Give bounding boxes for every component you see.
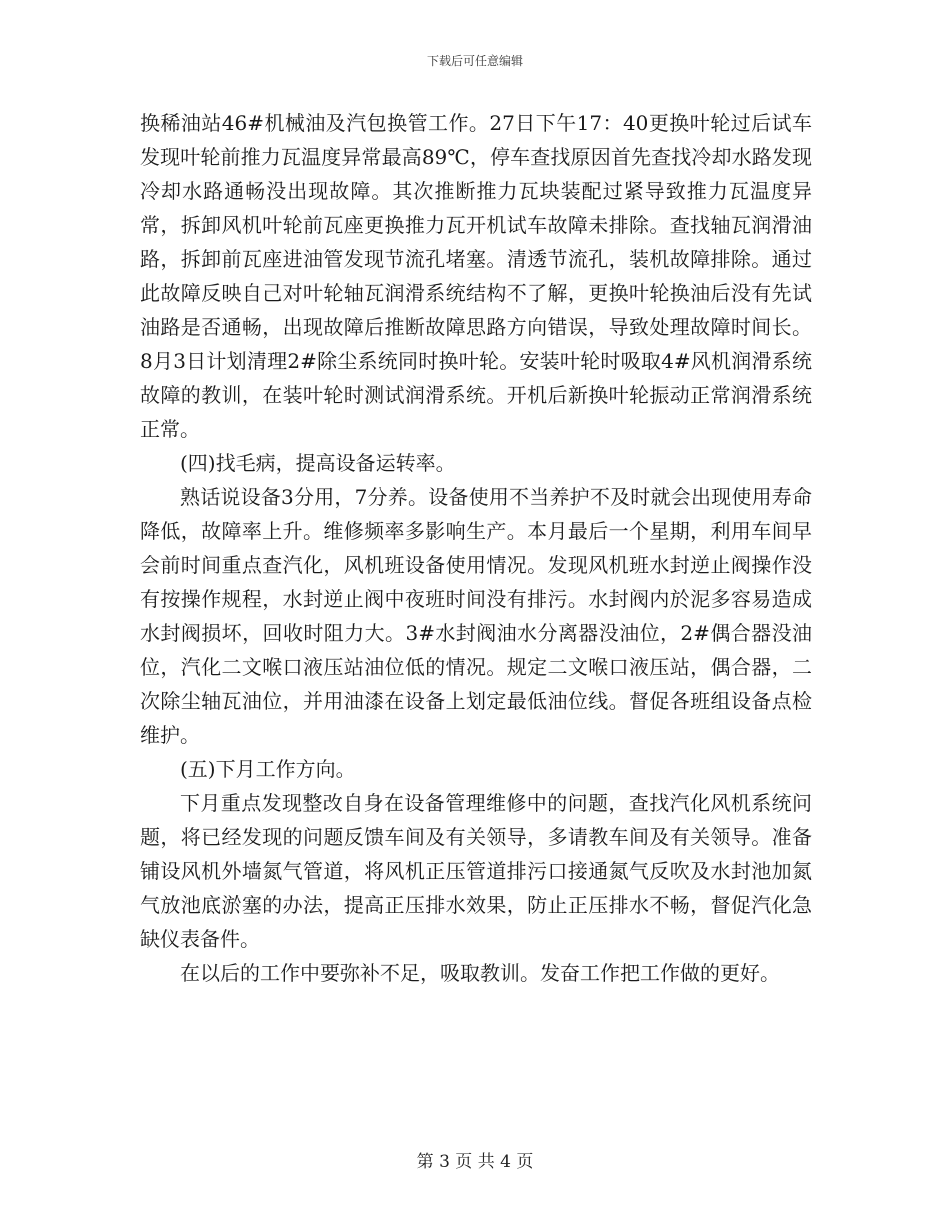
page-header: 下载后可任意编辑 xyxy=(426,54,523,68)
section-heading-5: (五)下月工作方向。 xyxy=(180,757,356,781)
section-heading-4: (四)找毛病，提高设备运转率。 xyxy=(180,451,456,475)
paragraph-1: 换稀油站46#机械油及汽包换管工作。27日下午17：40更换叶轮过后试车发现叶轮前推力瓦温度异常最高89℃，停车查找原因首先查找冷却水路发现冷却水路通畅没出现故障。其次推断推力瓦块装配过紧导致推力瓦温度异常，拆卸风机叶轮前瓦座更换推力瓦开机试车故障未排除。查找轴瓦润滑油路，拆卸前瓦座进油管发现节流孔堵塞。清透节流孔，装机故障排除。通过此故障反映自己对叶轮轴瓦润滑系统结构不了解，更换叶轮换油后没有先试油路是否通畅，出现故障后推断故障思路方向错误，导致处理故障时间长。8月3日计划清理2#除尘系统同时换叶轮。安装叶轮时吸取4#风机润滑系统故障的教训，在装叶轮时测试润滑系统。开机后新换叶轮振动正常润滑系统正常。 xyxy=(140,111,812,441)
paragraph-5: 下月重点发现整改自身在设备管理维修中的问题，查找汽化风机系统问题，将已经发现的问题反馈车间及有关领导，多请教车间及有关领导。准备铺设风机外墙氮气管道，将风机正压管道排污口接通氮气反吹及水封池加氮气放池底淤塞的办法，提高正压排水效果，防止正压排水不畅，督促汽化急缺仪表备件。 xyxy=(140,791,812,951)
page-number: 第 3 页 共 4 页 xyxy=(416,1152,534,1172)
paragraph-6: 在以后的工作中要弥补不足，吸取教训。发奋工作把工作做的更好。 xyxy=(180,961,780,985)
paragraph-3: 熟话说设备3分用，7分养。设备使用不当养护不及时就会出现使用寿命降低，故障率上升。维修频率多影响生产。本月最后一个星期，利用车间早会前时间重点查汽化，风机班设备使用情况。发现风机班水封逆止阀操作没有按操作规程，水封逆止阀中夜班时间没有排污。水封阀内於泥多容易造成水封阀损坏，回收时阻力大。3#水封阀油水分离器没油位，2#偶合器没油位，汽化二文喉口液压站油位低的情况。规定二文喉口液压站，偶合器，二次除尘轴瓦油位，并用油漆在设备上划定最低油位线。督促各班组设备点检维护。 xyxy=(140,485,812,747)
document-body xyxy=(140,106,812,990)
